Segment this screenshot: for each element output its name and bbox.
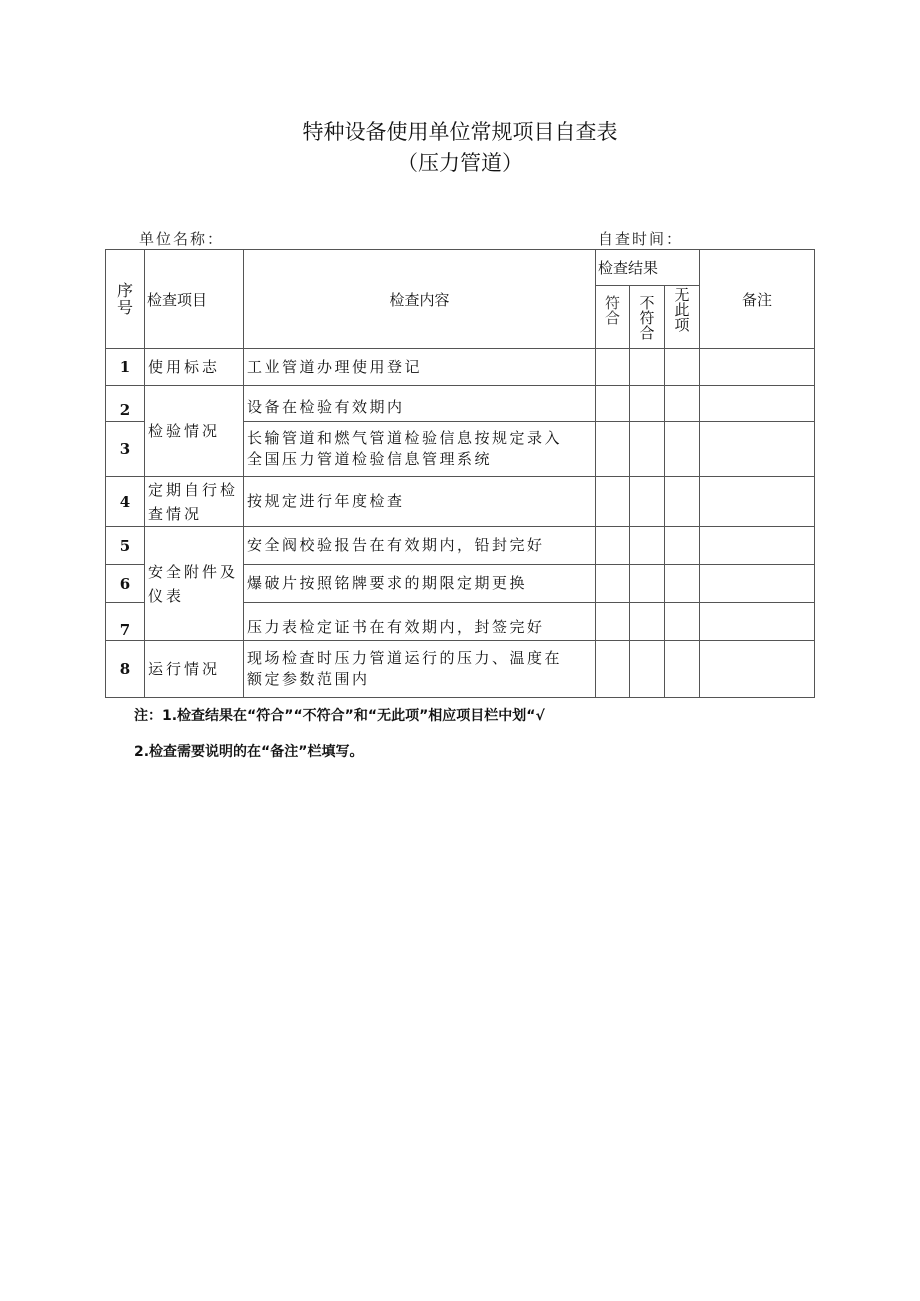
row-item: 安全附件及仪表 bbox=[145, 527, 244, 641]
table-row bbox=[106, 386, 815, 422]
header-na: 无此项 bbox=[665, 286, 700, 349]
fail-cell[interactable] bbox=[630, 641, 665, 698]
row-content: 爆破片按照铭牌要求的期限定期更换 bbox=[244, 565, 596, 603]
na-cell[interactable] bbox=[665, 603, 700, 641]
row-number: 7 bbox=[106, 603, 145, 641]
row-content: 工业管道办理使用登记 bbox=[244, 349, 596, 386]
content-line: 现场检查时压力管道运行的压力、温度在 bbox=[247, 649, 563, 667]
pass-cell[interactable] bbox=[596, 527, 630, 565]
content-line: 长输管道和燃气管道检验信息按规定录入 bbox=[247, 429, 563, 447]
page-subtitle: （压力管道） bbox=[397, 151, 523, 175]
row-content bbox=[244, 422, 596, 477]
row-number: 2 bbox=[106, 386, 145, 422]
na-cell[interactable] bbox=[665, 565, 700, 603]
header-seq: 序号 bbox=[106, 250, 145, 349]
note-1: 注：1.检查结果在“符合”“不符合”和“无此项”相应项目栏中划“√ bbox=[134, 708, 545, 724]
row-item: 使用标志 bbox=[145, 349, 244, 386]
table-row bbox=[106, 527, 815, 565]
row-item: 检验情况 bbox=[145, 386, 244, 477]
row-content: 按规定进行年度检查 bbox=[244, 477, 596, 527]
row-number: 5 bbox=[106, 527, 145, 565]
na-cell[interactable] bbox=[665, 527, 700, 565]
row-number: 4 bbox=[106, 477, 145, 527]
header-row-1 bbox=[106, 250, 815, 286]
fail-cell[interactable] bbox=[630, 603, 665, 641]
remark-cell[interactable] bbox=[700, 603, 815, 641]
na-cell[interactable] bbox=[665, 386, 700, 422]
table-row bbox=[106, 641, 815, 698]
pass-cell[interactable] bbox=[596, 349, 630, 386]
fail-cell[interactable] bbox=[630, 349, 665, 386]
na-cell[interactable] bbox=[665, 477, 700, 527]
pass-cell[interactable] bbox=[596, 565, 630, 603]
pass-cell[interactable] bbox=[596, 477, 630, 527]
remark-cell[interactable] bbox=[700, 477, 815, 527]
remark-cell[interactable] bbox=[700, 527, 815, 565]
content-line: 额定参数范围内 bbox=[247, 670, 370, 688]
row-number: 1 bbox=[106, 349, 145, 386]
remark-cell[interactable] bbox=[700, 565, 815, 603]
row-content: 安全阀校验报告在有效期内，铅封完好 bbox=[244, 527, 596, 565]
row-content: 设备在检验有效期内 bbox=[244, 386, 596, 422]
table-row bbox=[106, 477, 815, 527]
pass-cell[interactable] bbox=[596, 603, 630, 641]
table-row bbox=[106, 349, 815, 386]
na-cell[interactable] bbox=[665, 422, 700, 477]
row-content bbox=[244, 641, 596, 698]
fail-cell[interactable] bbox=[630, 386, 665, 422]
pass-cell[interactable] bbox=[596, 386, 630, 422]
header-content: 检查内容 bbox=[244, 250, 596, 349]
header-remark: 备注 bbox=[700, 250, 815, 349]
pass-cell[interactable] bbox=[596, 422, 630, 477]
fail-cell[interactable] bbox=[630, 565, 665, 603]
fail-cell[interactable] bbox=[630, 477, 665, 527]
header-item: 检查项目 bbox=[145, 250, 244, 349]
remark-cell[interactable] bbox=[700, 641, 815, 698]
row-number: 8 bbox=[106, 641, 145, 698]
na-cell[interactable] bbox=[665, 349, 700, 386]
fail-cell[interactable] bbox=[630, 527, 665, 565]
content-line: 全国压力管道检验信息管理系统 bbox=[247, 450, 493, 468]
row-item: 定期自行检查情况 bbox=[145, 477, 244, 527]
row-item: 运行情况 bbox=[145, 641, 244, 698]
header-fail: 不符合 bbox=[630, 286, 665, 349]
row-number: 6 bbox=[106, 565, 145, 603]
remark-cell[interactable] bbox=[700, 386, 815, 422]
unit-name-label: 单位名称： bbox=[139, 230, 225, 248]
remark-cell[interactable] bbox=[700, 422, 815, 477]
na-cell[interactable] bbox=[665, 641, 700, 698]
inspection-table bbox=[105, 249, 815, 698]
remark-cell[interactable] bbox=[700, 349, 815, 386]
header-pass: 符合 bbox=[596, 286, 630, 349]
pass-cell[interactable] bbox=[596, 641, 630, 698]
row-content: 压力表检定证书在有效期内，封签完好 bbox=[244, 603, 596, 641]
page-title: 特种设备使用单位常规项目自查表 bbox=[302, 120, 618, 144]
check-time-label: 自查时间： bbox=[598, 230, 684, 248]
row-number: 3 bbox=[106, 422, 145, 477]
fail-cell[interactable] bbox=[630, 422, 665, 477]
header-result: 检查结果 bbox=[596, 250, 700, 286]
note-2: 2.检查需要说明的在“备注”栏填写。 bbox=[134, 744, 364, 760]
